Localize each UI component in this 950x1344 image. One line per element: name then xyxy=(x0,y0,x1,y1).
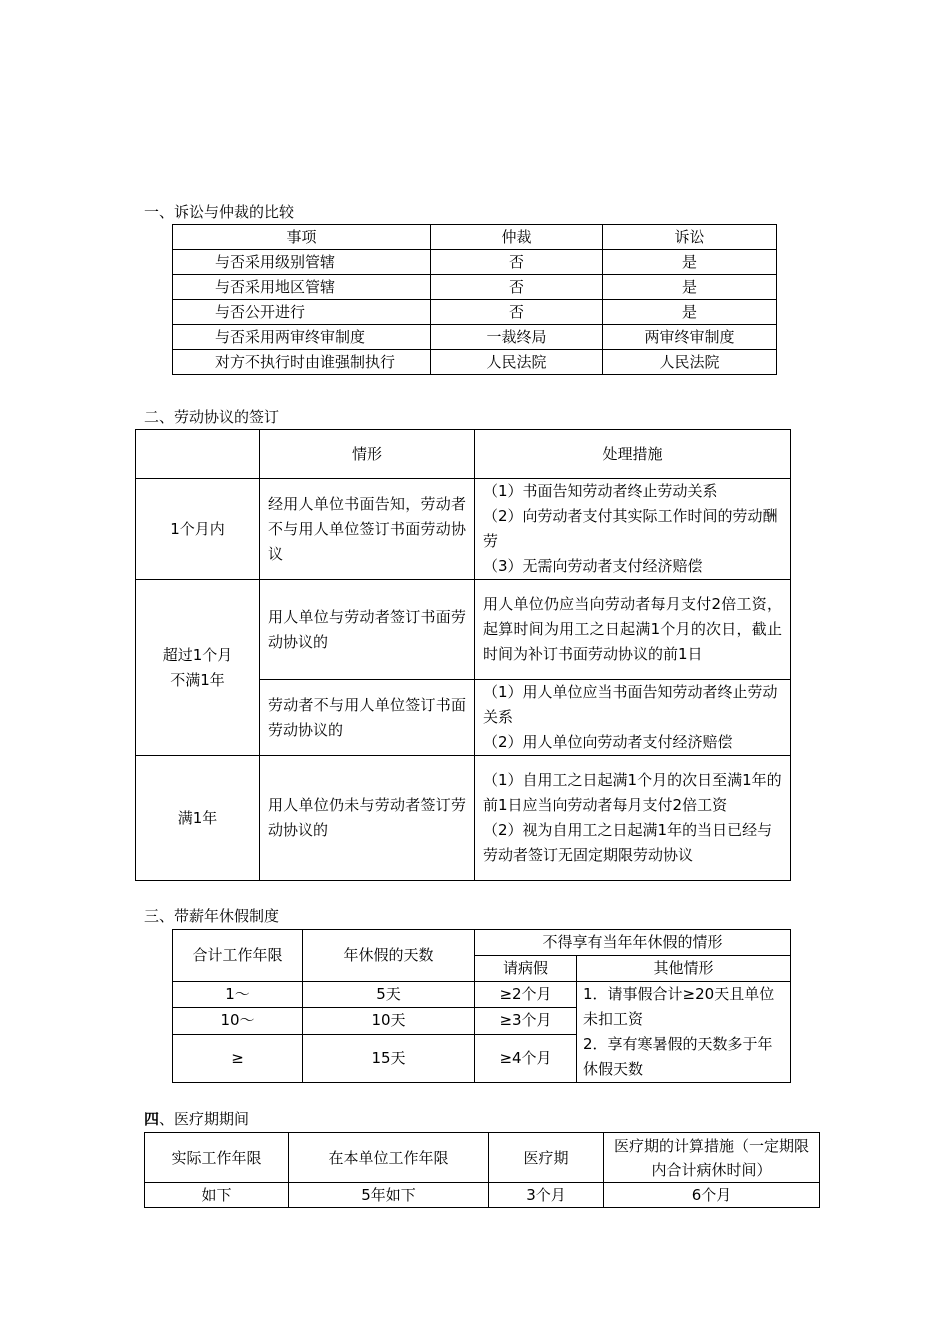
measures-cell xyxy=(475,479,791,580)
header-cell: 在本单位工作年限 xyxy=(289,1133,489,1183)
table-cell: 5天 xyxy=(303,982,475,1008)
table-cell: 是 xyxy=(603,275,777,300)
period-cell: 满1年 xyxy=(136,756,260,881)
other-situations-cell xyxy=(577,982,791,1083)
header-cell: 请病假 xyxy=(475,956,577,982)
table-cell: 3个月 xyxy=(489,1183,604,1208)
measures-cell xyxy=(475,680,791,756)
table-cell: 与否采用两审终审制度 xyxy=(173,325,431,350)
table-cell: 1～ xyxy=(173,982,303,1008)
case-cell: 用人单位仍未与劳动者签订劳动协议的 xyxy=(260,756,475,881)
section-4-title-text: 、医疗期期间 xyxy=(159,1110,250,1128)
other-item: 2．享有寒暑假的天数多于年休假天数 xyxy=(583,1035,773,1078)
measure-item: （3）无需向劳动者支付经济赔偿 xyxy=(483,557,703,575)
table-header-row xyxy=(173,930,791,956)
table-row xyxy=(173,300,777,325)
table-cell: 如下 xyxy=(145,1183,289,1208)
header-cell: 事项 xyxy=(173,225,431,250)
section-2-title: 二、劳动协议的签订 xyxy=(144,408,280,426)
table-cell: 是 xyxy=(603,300,777,325)
measure-item: （2）视为自用工之日起满1年的当日已经与劳动者签订无固定期限劳动协议 xyxy=(483,821,773,864)
table-cell: 15天 xyxy=(303,1034,475,1083)
table-cell: 6个月 xyxy=(604,1183,820,1208)
table-row xyxy=(136,479,791,580)
header-cell: 医疗期 xyxy=(489,1133,604,1183)
table-cell: 否 xyxy=(431,275,603,300)
header-cell: 情形 xyxy=(260,430,475,479)
table-cell: ≥2个月 xyxy=(475,982,577,1008)
header-cell xyxy=(136,430,260,479)
table-row xyxy=(173,350,777,375)
table-row xyxy=(173,250,777,275)
table-cell: 与否公开进行 xyxy=(173,300,431,325)
header-cell: 仲裁 xyxy=(431,225,603,250)
table-cell: 人民法院 xyxy=(431,350,603,375)
table-cell: 10天 xyxy=(303,1008,475,1034)
measure-item: （1）用人单位应当书面告知劳动者终止劳动关系 xyxy=(483,683,778,726)
table-row xyxy=(136,580,791,680)
section-3-title: 三、带薪年休假制度 xyxy=(144,907,280,925)
table-row xyxy=(173,325,777,350)
table-cell: 否 xyxy=(431,250,603,275)
table-cell: 是 xyxy=(603,250,777,275)
table-cell: ≥ xyxy=(173,1034,303,1083)
table-row xyxy=(145,1183,820,1208)
period-line: 不满1年 xyxy=(170,670,225,689)
period-cell xyxy=(136,580,260,756)
table-header-row xyxy=(145,1133,820,1183)
section-1-title: 一、诉讼与仲裁的比较 xyxy=(144,203,295,221)
measures-cell xyxy=(475,756,791,881)
table-cell: ≥4个月 xyxy=(475,1034,577,1083)
header-cell: 合计工作年限 xyxy=(173,930,303,982)
table-cell: 10～ xyxy=(173,1008,303,1034)
table-cell: 人民法院 xyxy=(603,350,777,375)
case-cell: 经用人单位书面告知，劳动者不与用人单位签订书面劳动协议 xyxy=(260,479,475,580)
header-cell: 其他情形 xyxy=(577,956,791,982)
table-cell: 否 xyxy=(431,300,603,325)
measure-item: （2）用人单位向劳动者支付经济赔偿 xyxy=(483,733,733,751)
measures-cell: 用人单位仍应当向劳动者每月支付2倍工资，起算时间为用工之日起满1个月的次日，截止时间为补订书面劳动协议的前1日 xyxy=(475,580,791,680)
period-line: 超过1个月 xyxy=(162,645,233,664)
other-item: 1．请事假合计≥20天且单位未扣工资 xyxy=(583,985,775,1028)
header-cell: 不得享有当年年休假的情形 xyxy=(475,930,791,956)
measure-item: （1）自用工之日起满1个月的次日至满1年的前1日应当向劳动者每月支付2倍工资 xyxy=(483,771,782,814)
header-cell: 处理措施 xyxy=(475,430,791,479)
medical-period-table xyxy=(144,1132,820,1208)
header-cell: 医疗期的计算措施（一定期限内合计病休时间） xyxy=(604,1133,820,1183)
table-cell: ≥3个月 xyxy=(475,1008,577,1034)
litigation-arbitration-table xyxy=(172,224,777,375)
period-cell: 1个月内 xyxy=(136,479,260,580)
table-header-row xyxy=(173,225,777,250)
measure-item: （1）书面告知劳动者终止劳动关系 xyxy=(483,482,718,500)
paid-leave-table xyxy=(172,929,791,1083)
table-row xyxy=(173,275,777,300)
header-cell: 年休假的天数 xyxy=(303,930,475,982)
table-cell: 两审终审制度 xyxy=(603,325,777,350)
header-cell: 诉讼 xyxy=(603,225,777,250)
labor-contract-table xyxy=(135,429,791,881)
case-cell: 用人单位与劳动者签订书面劳动协议的 xyxy=(260,580,475,680)
table-header-row xyxy=(136,430,791,479)
section-4-number: 四 xyxy=(144,1110,160,1128)
measure-item: （2）向劳动者支付其实际工作时间的劳动酬劳 xyxy=(483,507,778,550)
table-row xyxy=(173,982,791,1008)
table-cell: 与否采用级别管辖 xyxy=(173,250,431,275)
table-cell: 5年如下 xyxy=(289,1183,489,1208)
table-row xyxy=(136,756,791,881)
header-cell: 实际工作年限 xyxy=(145,1133,289,1183)
table-cell: 对方不执行时由谁强制执行 xyxy=(173,350,431,375)
section-4-title xyxy=(144,1109,249,1129)
table-cell: 与否采用地区管辖 xyxy=(173,275,431,300)
case-cell: 劳动者不与用人单位签订书面劳动协议的 xyxy=(260,680,475,756)
table-cell: 一裁终局 xyxy=(431,325,603,350)
